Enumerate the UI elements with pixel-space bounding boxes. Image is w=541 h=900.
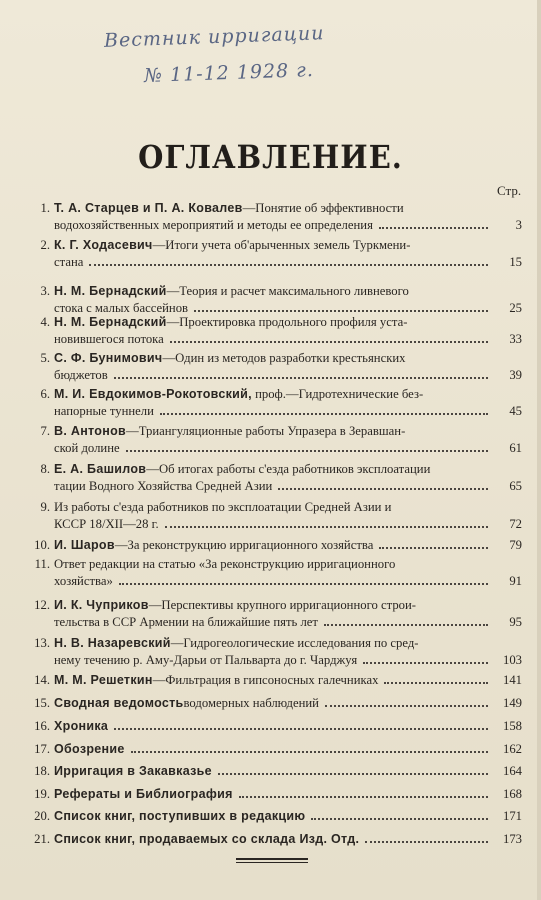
entry-author: Н. М. Бернадский — [54, 315, 167, 329]
leader-dots — [379, 547, 488, 549]
entry-text — [54, 237, 492, 270]
entry-author: Ирригация в Закавказье — [54, 764, 212, 778]
entry-author: Обозрение — [54, 742, 125, 756]
leader-dots — [379, 227, 488, 229]
entry-page-number: 171 — [502, 809, 522, 823]
entry-page-number: 91 — [509, 573, 522, 588]
leader-dots — [278, 488, 488, 490]
entry-number: 14. — [34, 673, 50, 687]
entry-text — [54, 461, 492, 494]
entry-author: И. Шаров — [54, 538, 115, 552]
entry-page-number: 103 — [502, 652, 522, 667]
entry-text — [54, 831, 492, 848]
entry-author: И. К. Чуприков — [54, 598, 149, 612]
entry-page-number: 39 — [509, 367, 522, 382]
entry-title-continued: ской долине — [54, 440, 120, 455]
leader-dots — [165, 526, 488, 528]
entry-page-number: 33 — [509, 331, 522, 346]
entry-title: —Проектировка продольного профиля уста- — [166, 315, 408, 329]
entry-page-number: 61 — [509, 440, 522, 455]
entry-title: —Триангуляционные работы Упразера в Зеравшан- — [126, 424, 406, 438]
entry-title-continued: бюджетов — [54, 367, 108, 382]
entry-title: Из работы с'езда работников по эксплоатации Средней Азии и — [54, 500, 392, 514]
entry-text — [54, 808, 492, 825]
entry-page-number: 3 — [515, 217, 522, 232]
leader-dots — [114, 728, 488, 730]
entry-text — [54, 556, 492, 589]
entry-number: 18. — [34, 764, 50, 778]
bottom-rule — [236, 858, 308, 860]
entry-title: водомерных наблюдений — [183, 696, 319, 710]
entry-text — [54, 741, 492, 758]
entry-author: М. М. Решеткин — [54, 673, 153, 687]
entry-author: Хроника — [54, 719, 109, 733]
entry-number: 11. — [34, 557, 50, 571]
entry-author: Рефераты и Библиография — [54, 787, 233, 801]
entry-number: 4. — [40, 315, 50, 329]
entry-author: Список книг, продаваемых со склада Изд. Отд. — [54, 832, 360, 846]
entry-text — [54, 786, 492, 803]
page-edge — [537, 0, 541, 900]
entry-page-number: 45 — [509, 403, 522, 418]
entry-number: 7. — [40, 424, 50, 438]
entry-number: 12. — [34, 598, 50, 612]
entry-page-number: 15 — [509, 254, 522, 269]
entry-text — [54, 499, 492, 532]
entry-text — [54, 314, 492, 347]
entry-page-number: 95 — [509, 614, 522, 629]
entry-number: 8. — [40, 462, 50, 476]
leader-dots — [311, 818, 488, 820]
entry-page-number: 162 — [502, 742, 522, 756]
entry-text — [54, 537, 492, 554]
entry-text — [54, 763, 492, 780]
entry-text — [54, 200, 492, 233]
entry-title: Ответ редакции на статью «За реконструкцию ирригационного — [54, 557, 396, 571]
bottom-rule-thin — [236, 862, 308, 863]
entry-text — [54, 718, 492, 735]
leader-dots — [218, 773, 488, 775]
entry-author: Н. В. Назаревский — [54, 636, 171, 650]
handwritten-note-line2: № 11-12 1928 г. — [143, 59, 315, 87]
entry-author: Список книг, поступивших в редакцию — [54, 809, 306, 823]
entry-text — [54, 386, 492, 419]
entry-title: —Перспективы крупного ирригационного строи- — [148, 598, 417, 612]
leader-dots — [325, 705, 488, 707]
entry-page-number: 141 — [502, 673, 522, 687]
entry-page-number: 164 — [502, 764, 522, 778]
entry-author: С. Ф. Бунимович — [54, 351, 163, 365]
entry-author: Сводная ведомость — [54, 696, 184, 710]
entry-text — [54, 423, 492, 456]
leader-dots — [160, 413, 488, 415]
entry-author: К. Г. Ходасевич — [54, 238, 153, 252]
entry-text — [54, 283, 492, 316]
entry-number: 16. — [34, 719, 50, 733]
leader-dots — [89, 264, 488, 266]
entry-page-number: 72 — [509, 516, 522, 531]
entry-page-number: 25 — [509, 300, 522, 315]
entry-title-continued: тельства в ССР Армении на ближайшие пять лет — [54, 614, 318, 629]
entry-title-continued: хозяйства» — [54, 573, 113, 588]
entry-title: —Один из методов разработки крестьянских — [162, 351, 406, 365]
leader-dots — [170, 341, 488, 343]
entry-text — [54, 350, 492, 383]
entry-number: 17. — [34, 742, 50, 756]
entry-number: 19. — [34, 787, 50, 801]
leader-dots — [126, 450, 488, 452]
entry-title: проф.—Гидротехнические без- — [251, 387, 424, 401]
page-column-header: Стр. — [497, 183, 522, 198]
entry-author: В. Антонов — [54, 424, 127, 438]
entry-author: Е. А. Башилов — [54, 462, 147, 476]
entry-title: —Об итогах работы с'езда работников эксплоатации — [146, 462, 431, 476]
leader-dots — [119, 583, 488, 585]
entry-text — [54, 695, 492, 712]
entry-number: 2. — [40, 238, 50, 252]
entry-number: 1. — [40, 201, 50, 215]
handwritten-note-line1: Вестник ирригации — [103, 22, 325, 52]
leader-dots — [384, 682, 488, 684]
leader-dots — [114, 377, 488, 379]
entry-title: —Итоги учета об'арыченных земель Туркмени- — [152, 238, 411, 252]
entry-page-number: 168 — [502, 787, 522, 801]
entry-title: —Теория и расчет максимального ливневого — [166, 284, 409, 298]
entry-title-continued: водохозяйственных мероприятий и методы ее определения — [54, 217, 373, 232]
entry-number: 6. — [40, 387, 50, 401]
leader-dots — [239, 796, 488, 798]
entry-text — [54, 635, 492, 668]
entry-number: 9. — [40, 500, 50, 514]
leader-dots — [324, 624, 488, 626]
leader-dots — [363, 662, 488, 664]
entry-title-continued: КССР 18/XII—28 г. — [54, 516, 159, 531]
entry-number: 20. — [34, 809, 50, 823]
entry-title-continued: стока с малых бассейнов — [54, 300, 189, 315]
entry-author: Н. М. Бернадский — [54, 284, 167, 298]
entry-page-number: 79 — [509, 538, 522, 552]
entry-title-continued: новившегося потока — [54, 331, 164, 346]
leader-dots — [365, 841, 488, 843]
entry-title-continued: напорные туннели — [54, 403, 154, 418]
entry-number: 13. — [34, 636, 50, 650]
leader-dots — [194, 310, 488, 312]
entry-text — [54, 672, 492, 689]
entry-title-continued: тации Водного Хозяйства Средней Азии — [54, 478, 273, 493]
entry-number: 15. — [34, 696, 50, 710]
page-title: ОГЛАВЛЕНИЕ. — [138, 138, 403, 176]
entry-page-number: 158 — [502, 719, 522, 733]
entry-title: —Фильтрация в гипсоносных галечниках — [152, 673, 379, 687]
entry-title: —Понятие об эффективности — [242, 201, 404, 215]
entry-title: —Гидрогеологические исследования по сред- — [170, 636, 419, 650]
entry-text — [54, 597, 492, 630]
entry-page-number: 173 — [502, 832, 522, 846]
entry-number: 5. — [40, 351, 50, 365]
entry-page-number: 149 — [502, 696, 522, 710]
entry-number: 10. — [34, 538, 50, 552]
leader-dots — [131, 751, 488, 753]
entry-title-continued: стана — [54, 254, 84, 269]
entry-page-number: 65 — [509, 478, 522, 493]
entry-number: 21. — [34, 832, 50, 846]
entry-number: 3. — [40, 284, 50, 298]
entry-title: —За реконструкцию ирригационного хозяйства — [114, 538, 374, 552]
entry-author: Т. А. Старцев и П. А. Ковалев — [54, 201, 243, 215]
entry-author: М. И. Евдокимов-Рокотовский, — [54, 387, 252, 401]
entry-title-continued: нему течению р. Аму-Дарьи от Пальварта до г. Чарджуя — [54, 652, 358, 667]
